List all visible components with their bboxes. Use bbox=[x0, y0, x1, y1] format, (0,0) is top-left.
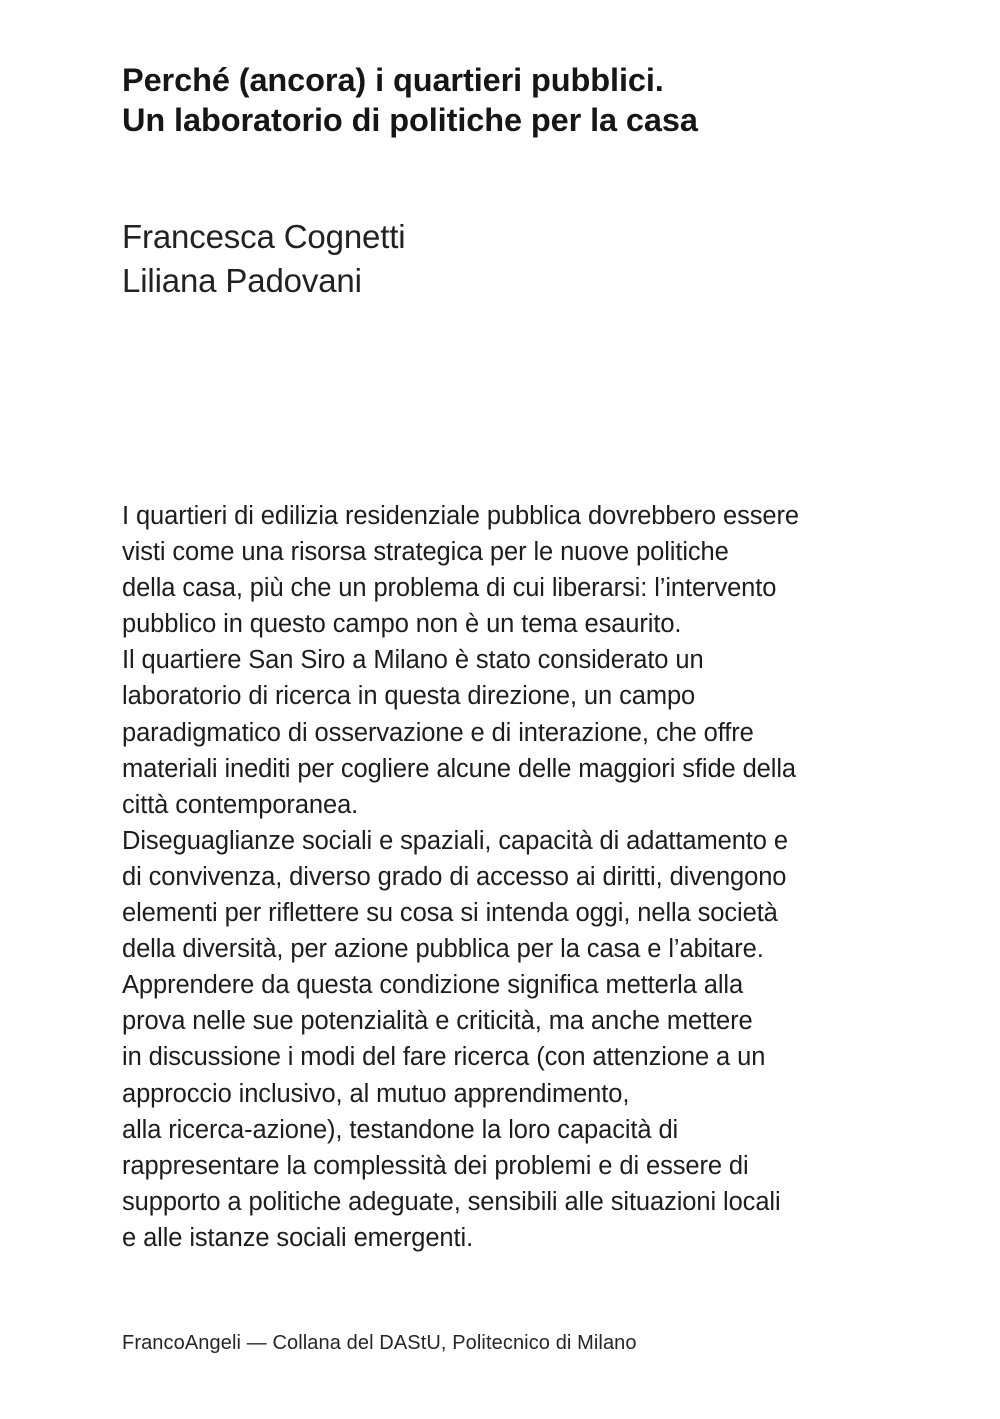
blurb-line: Diseguaglianze sociali e spaziali, capacità di adattamento e bbox=[122, 826, 788, 855]
blurb-line: rappresentare la complessità dei problemi e di essere di bbox=[122, 1151, 749, 1180]
author-list bbox=[122, 215, 822, 303]
author-name-2: Liliana Padovani bbox=[122, 262, 362, 299]
blurb-line: Il quartiere San Siro a Milano è stato considerato un bbox=[122, 646, 704, 675]
blurb-line: visti come una risorsa strategica per le nuove politiche bbox=[122, 538, 729, 567]
book-title bbox=[122, 60, 922, 140]
title-line-1: Perché (ancora) i quartieri pubblici. bbox=[122, 62, 664, 98]
blurb-line: in discussione i modi del fare ricerca (con attenzione a un bbox=[122, 1043, 766, 1072]
blurb-line: alla ricerca-azione), testandone la loro capacità di bbox=[122, 1115, 679, 1144]
back-cover-blurb bbox=[122, 498, 892, 1256]
blurb-line: Apprendere da questa condizione significa metterla alla bbox=[122, 971, 744, 1000]
blurb-line: materiali inediti per cogliere alcune delle maggiori sfide della bbox=[122, 754, 796, 783]
blurb-line: della casa, più che un problema di cui liberarsi: l’intervento bbox=[122, 574, 777, 603]
blurb-line: supporto a politiche adeguate, sensibili alle situazioni locali bbox=[122, 1187, 781, 1216]
blurb-line: elementi per riflettere su cosa si intenda oggi, nella società bbox=[122, 899, 778, 928]
author-name-1: Francesca Cognetti bbox=[122, 218, 406, 255]
blurb-line: città contemporanea. bbox=[122, 790, 359, 819]
blurb-line: laboratorio di ricerca in questa direzione, un campo bbox=[122, 682, 696, 711]
blurb-line: pubblico in questo campo non è un tema esaurito. bbox=[122, 610, 682, 639]
title-line-2: Un laboratorio di politiche per la casa bbox=[122, 102, 698, 138]
publisher-footer bbox=[122, 1330, 902, 1356]
blurb-line: paradigmatico di osservazione e di interazione, che offre bbox=[122, 718, 754, 747]
blurb-line: di convivenza, diverso grado di accesso ai diritti, divengono bbox=[122, 862, 787, 891]
publisher-imprint: FrancoAngeli — Collana del DAStU, Politecnico di Milano bbox=[122, 1332, 637, 1354]
blurb-line: della diversità, per azione pubblica per la casa e l’abitare. bbox=[122, 935, 764, 964]
blurb-line: I quartieri di edilizia residenziale pubblica dovrebbero essere bbox=[122, 502, 799, 530]
blurb-line: approccio inclusivo, al mutuo apprendimento, bbox=[122, 1079, 630, 1108]
blurb-line: e alle istanze sociali emergenti. bbox=[122, 1223, 474, 1252]
blurb-line: prova nelle sue potenzialità e criticità, ma anche mettere bbox=[122, 1007, 753, 1036]
